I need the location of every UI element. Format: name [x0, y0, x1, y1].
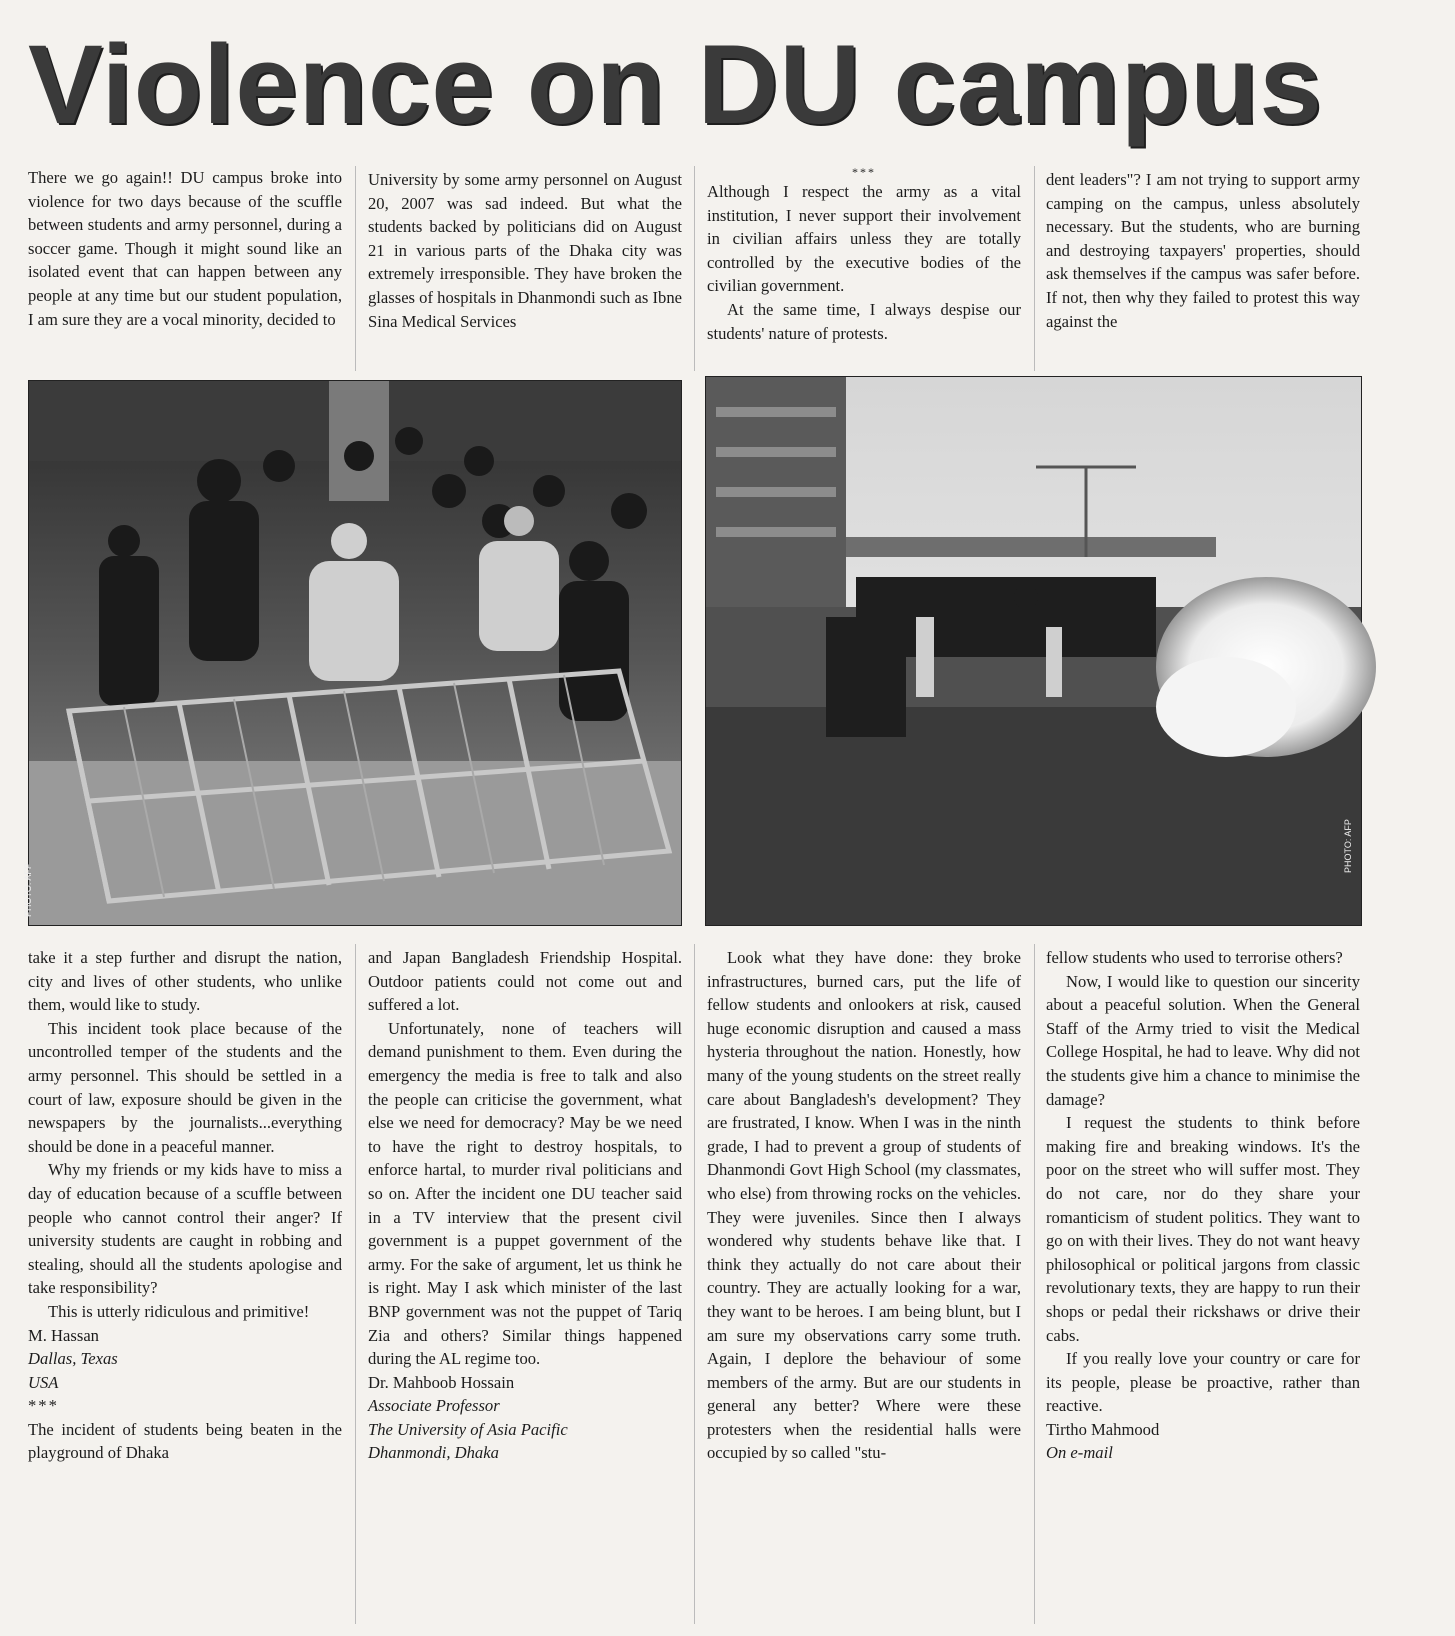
- paragraph: University by some army personnel on August 20, 2007 was sad indeed. But what the students backed by politicians did on August 21 in various parts of the Dhaka city was extremely irresponsible. They have broken the glasses of hospitals in Dhanmondi such as Ibne Sina Medical Services: [368, 170, 682, 331]
- column-rule: [694, 944, 695, 1624]
- paragraph: Although I respect the army as a vital institution, I never support their involvement in civilian affairs unless they are totally controlled by the executive bodies of the civilian government.: [707, 182, 1021, 296]
- signature-title: Associate Professor: [368, 1396, 500, 1416]
- signature-name: M. Hassan: [28, 1325, 99, 1345]
- letter1-bottom-column: [28, 946, 342, 1465]
- signature-country: USA: [28, 1372, 59, 1392]
- letter2-bottom-column: [368, 946, 682, 1465]
- paragraph: fellow students who used to terrorise others?: [1046, 948, 1343, 967]
- signature-name: Tirtho Mahmood: [1046, 1419, 1160, 1439]
- signature-institution: The University of Asia Pacific: [368, 1419, 568, 1439]
- column-rule: [355, 944, 356, 1624]
- letter1-top-column: [28, 166, 342, 331]
- column-rule: [1034, 166, 1035, 371]
- paragraph: This is utterly ridiculous and primitive!: [48, 1301, 310, 1321]
- headline: Violence on DU campus: [28, 22, 1323, 147]
- paragraph: Unfortunately, none of teachers will demand punishment to them. Even during the emergency the media is free to talk and also the people can criticise the government, what else we need for democracy? May be we need to have the right to destroy hospitals, to enforce hartal, to murder rival politicians and so on. After the incident one DU teacher said in a TV interview that the present civil government is a puppet government of the army. For the sake of argument, let us think he is right. May I ask which minister of the last BNP government was not the puppet of Tariq Zia and others? Similar things happened during the AL regime too.: [368, 1018, 682, 1369]
- paragraph: There we go again!! DU campus broke into violence for two days because of the scuffle between students and army personnel, during a soccer game. Though it might sound like an isolated event that can happen between any people at any time but our student population, I am sure they are a vocal minority, decided to: [28, 168, 342, 329]
- separator: ***: [852, 165, 876, 179]
- signature-source: On e-mail: [1046, 1443, 1113, 1463]
- letter3-top-column: [707, 164, 1021, 345]
- paragraph: Now, I would like to question our sincerity about a peaceful solution. When the General Staff of the Army tried to visit the Medical College Hospital, he had to leave. Why did not the students give him a chance to minimise the damage?: [1046, 971, 1360, 1109]
- paragraph: Look what they have done: they broke infrastructures, burned cars, put the life of fellow students and onlookers at risk, caused huge economic disruption and caused a mass hysteria throughout the nation. Honestly, how many of the young students on the street really care about Bangladesh's development? They are frustrated, I know. When I was in the ninth grade, I had to prevent a group of students of Dhanmondi Govt High School (my classmates, who else) from throwing rocks on the vehicles. They were juveniles. Since then I always wondered why students behave like that. I think they actually do not care about their country. They are actually looking for a war, they want to be heroes. I am being blunt, but I am sure my observations carry some truth. Again, I deplore the behaviour of some members of the army. But are our students in general any better? Where were these protesters when the residential halls were occupied by so called "stu-: [707, 948, 1021, 1463]
- signature-location: Dhanmondi, Dhaka: [368, 1443, 499, 1463]
- column-rule: [694, 166, 695, 371]
- paragraph: If you really love your country or care for its people, please be proactive, rather than reactive.: [1046, 1349, 1360, 1416]
- photo-protest-crowd-image: [29, 381, 681, 925]
- letter4-top-column: [1046, 168, 1360, 333]
- signature-name: Dr. Mahboob Hossain: [368, 1372, 515, 1392]
- photo-protest-crowd: [23, 380, 682, 926]
- paragraph: At the same time, I always despise our students' nature of protests.: [707, 299, 1021, 343]
- letter4-bottom-column: [1046, 946, 1360, 1465]
- column-rule: [1034, 944, 1035, 1624]
- paragraph: I request the students to think before making fire and breaking windows. It's the poor on the street who will suffer most. They do not care, nor do they share your romanticism of student politics. They want to go on with their lives. They do not want heavy philosophical or political jargons from classic revolutionary texts, they are happy to run their shops or pedal their rickshaws or drive their cabs.: [1046, 1113, 1360, 1345]
- letter3-bottom-column: [707, 946, 1021, 1465]
- paragraph: dent leaders"? I am not trying to support army camping on the campus, unless absolutely necessary. But the students, who are burning and destroying taxpayers' properties, should ask themselves if the campus was safer before. If not, then why they failed to protest this way against the: [1046, 170, 1360, 331]
- signature-location: Dallas, Texas: [28, 1349, 118, 1369]
- paragraph: and Japan Bangladesh Friendship Hospital. Outdoor patients could not come out and suffered a lot.: [368, 948, 682, 1015]
- column-rule: [355, 166, 356, 371]
- paragraph: take it a step further and disrupt the nation, city and lives of other students, who unlike them, would like to study.: [28, 948, 342, 1015]
- paragraph: The incident of students being beaten in the playground of Dhaka: [28, 1419, 342, 1463]
- paragraph: This incident took place because of the uncontrolled temper of the students and the army personnel. This should be settled in a court of law, exposure should be given in the newspapers by the journalists...everything should be done in a peaceful manner.: [28, 1018, 342, 1156]
- photo-credit: PHOTO: AFP: [1343, 819, 1354, 873]
- photo-credit: PHOTO: AFP: [23, 863, 33, 917]
- separator: ***: [28, 1396, 59, 1416]
- paragraph: Why my friends or my kids have to miss a day of education because of a scuffle between people who cannot control their anger? If university students are caught in robbing and stealing, should all the students apologise and take responsibility?: [28, 1160, 342, 1298]
- photo-street-fire-image: [706, 377, 1361, 925]
- photo-street-fire: [705, 376, 1362, 926]
- letter2-top-column: [368, 168, 682, 333]
